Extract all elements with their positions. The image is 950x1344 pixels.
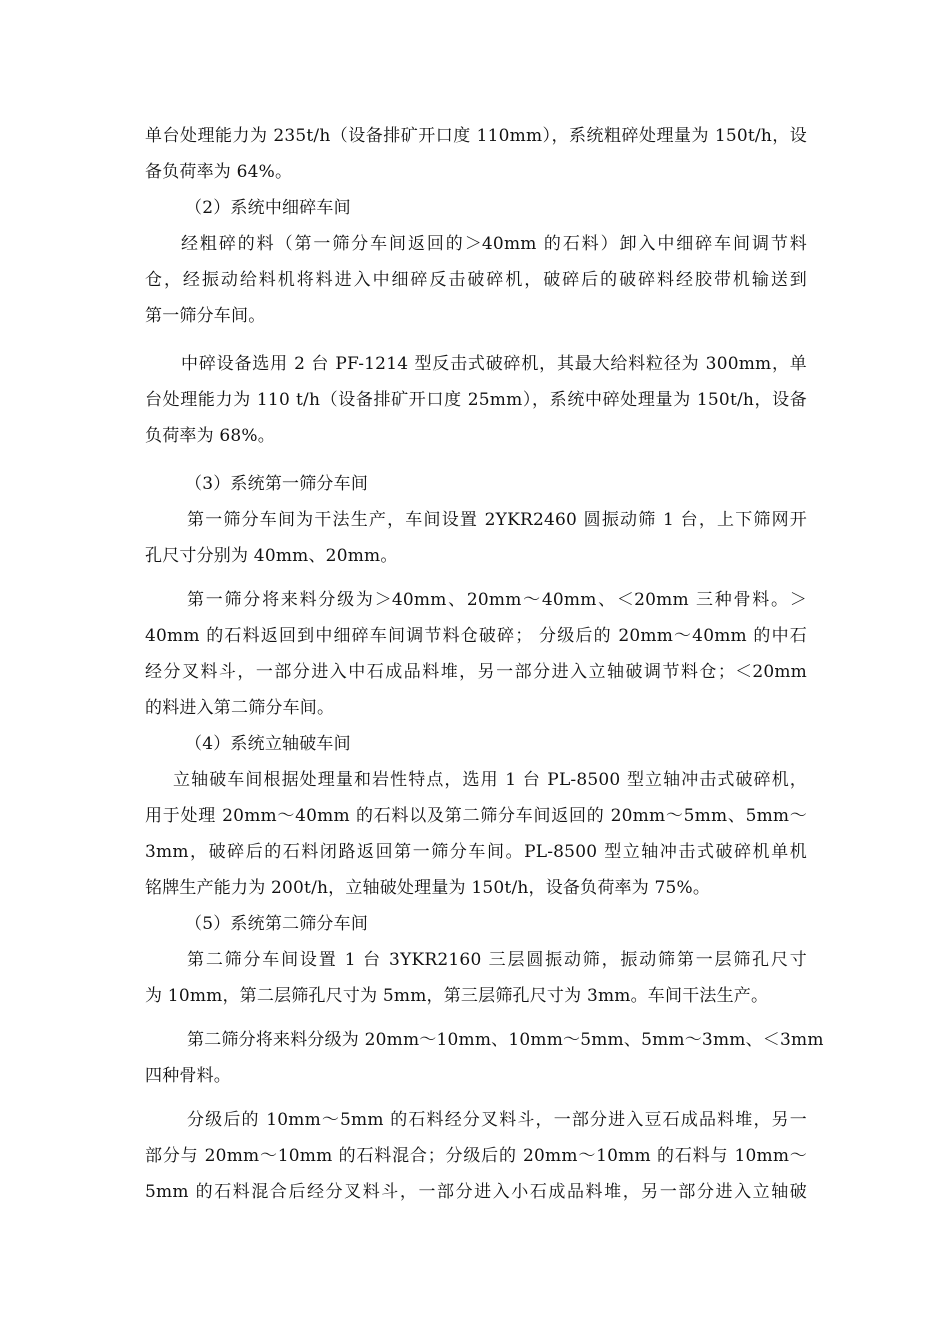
text-line: 部分与 20mm～10mm 的石料混合；分级后的 20mm～10mm 的石料与 10mm～ <box>145 1146 807 1166</box>
text-line: 中碎设备选用 2 台 PF-1214 型反击式破碎机，其最大给料粒径为 300mm，单 <box>181 354 807 374</box>
text-line: 台处理能力为 110 t/h（设备排矿开口度 25mm），系统中碎处理量为 150t/h，设备 <box>145 390 807 410</box>
text-line: 负荷率为 68%。 <box>145 426 275 446</box>
paragraph-vertical-shaft-crusher <box>145 762 807 906</box>
text-line: 铭牌生产能力为 200t/h，立轴破处理量为 150t/h，设备负荷率为 75%。 <box>145 878 711 898</box>
text-line: 单台处理能力为 235t/h（设备排矿开口度 110mm），系统粗碎处理量为 150t/h，设 <box>145 126 807 146</box>
text-line: 备负荷率为 64%。 <box>145 162 293 182</box>
section-heading-5: （5）系统第二筛分车间 <box>185 914 369 934</box>
text-line: 第二筛分将来料分级为 20mm～10mm、10mm～5mm、5mm～3mm、＜3mm <box>187 1030 824 1050</box>
paragraph-coarse-crusher-capacity <box>145 118 807 190</box>
text-line: 用于处理 20mm～40mm 的石料以及第二筛分车间返回的 20mm～5mm、5mm～ <box>145 806 807 826</box>
text-line: 3mm，破碎后的石料闭路返回第一筛分车间。PL-8500 型立轴冲击式破碎机单机 <box>145 842 807 862</box>
paragraph-second-screening-setup <box>145 942 807 1014</box>
text-line: 第二筛分车间设置 1 台 3YKR2160 三层圆振动筛，振动筛第一层筛孔尺寸 <box>187 950 807 970</box>
paragraph-first-screening-setup <box>145 502 807 574</box>
text-line: 第一筛分车间为干法生产，车间设置 2YKR2460 圆振动筛 1 台，上下筛网开 <box>187 510 807 530</box>
text-line: 仓，经振动给料机将料进入中细碎反击破碎机，破碎后的破碎料经胶带机输送到 <box>145 270 807 290</box>
text-line: 经粗碎的料（第一筛分车间返回的＞40mm 的石料）卸入中细碎车间调节料 <box>181 234 807 254</box>
paragraph-medium-crusher-equipment <box>145 346 807 454</box>
text-line: 第一筛分将来料分级为＞40mm、20mm～40mm、＜20mm 三种骨料。＞ <box>187 590 807 610</box>
paragraph-first-screening-grading <box>145 582 807 726</box>
text-line: 40mm 的石料返回到中细碎车间调节料仓破碎； 分级后的 20mm～40mm 的中石 <box>145 626 807 646</box>
text-line: 第一筛分车间。 <box>145 306 266 326</box>
paragraph-graded-material-routing <box>145 1102 807 1210</box>
section-heading-3: （3）系统第一筛分车间 <box>185 474 369 494</box>
text-line: 分级后的 10mm～5mm 的石料经分叉料斗，一部分进入豆石成品料堆，另一 <box>187 1110 807 1130</box>
paragraph-medium-fine-crushing <box>145 226 807 334</box>
document-page <box>145 118 824 1210</box>
text-line: 的料进入第二筛分车间。 <box>145 698 335 718</box>
text-line: 经分叉料斗，一部分进入中石成品料堆，另一部分进入立轴破调节料仓；＜20mm <box>145 662 807 682</box>
section-heading-4: （4）系统立轴破车间 <box>185 734 351 754</box>
text-line: 5mm 的石料混合后经分叉料斗，一部分进入小石成品料堆，另一部分进入立轴破 <box>145 1182 807 1202</box>
section-heading-2: （2）系统中细碎车间 <box>185 198 351 218</box>
text-line: 四种骨料。 <box>145 1066 231 1086</box>
text-line: 立轴破车间根据处理量和岩性特点，选用 1 台 PL-8500 型立轴冲击式破碎机， <box>173 770 807 790</box>
paragraph-second-screening-grading <box>145 1022 824 1094</box>
text-line: 孔尺寸分别为 40mm、20mm。 <box>145 546 398 566</box>
text-line: 为 10mm，第二层筛孔尺寸为 5mm，第三层筛孔尺寸为 3mm。车间干法生产。 <box>145 986 769 1006</box>
